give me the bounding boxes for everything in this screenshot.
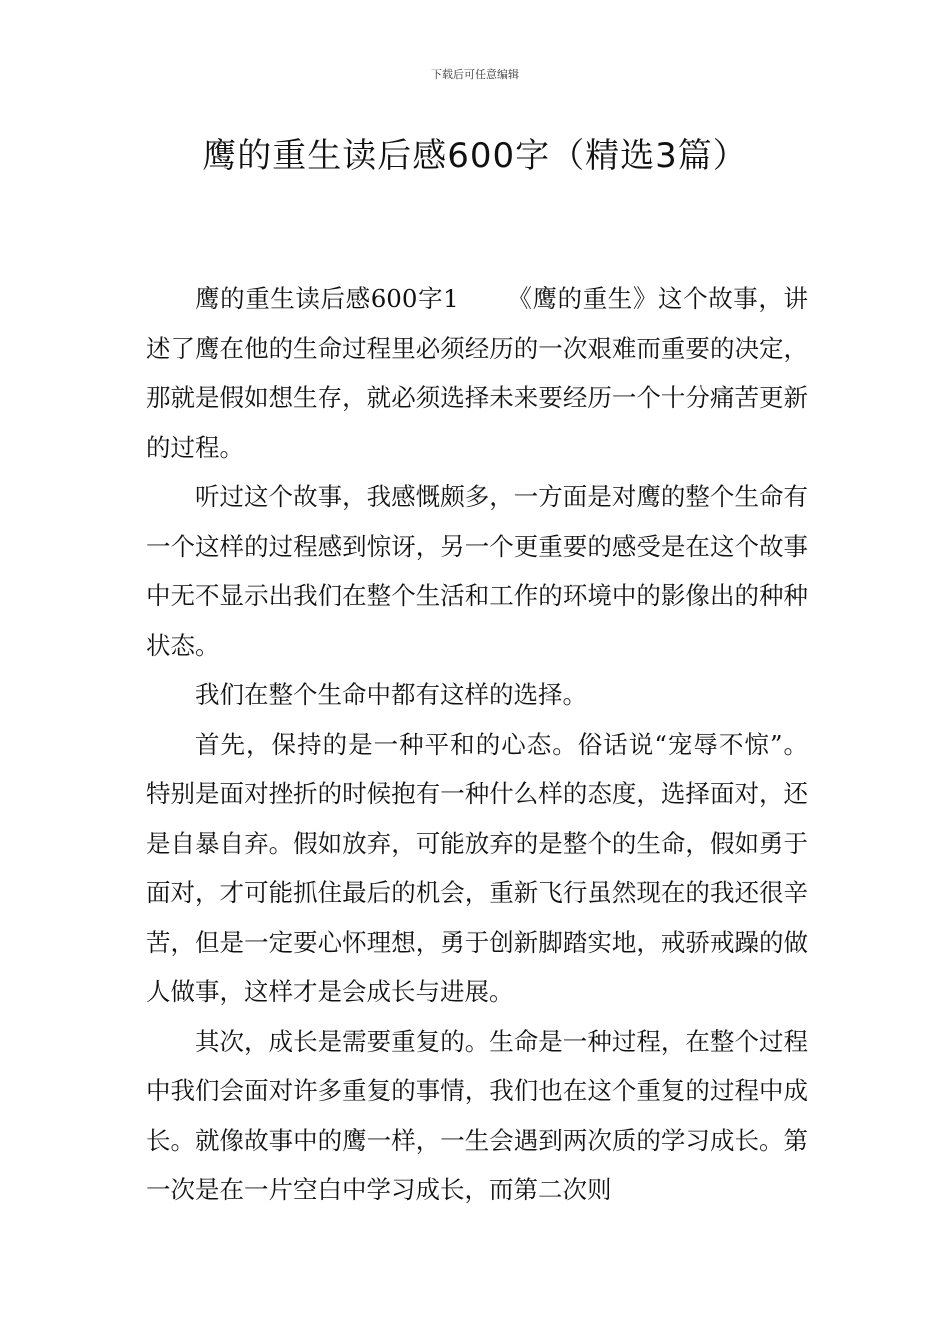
- paragraph-5: 其次，成长是需要重复的。生命是一种过程，在整个过程中我们会面对许多重复的事情，我们也在这个重复的过程中成长。就像故事中的鹰一样，一生会遇到两次质的学习成长。第一次是在一片空白中学习成长，而第二次则: [146, 1026, 808, 1204]
- paragraph-2: 听过这个故事，我感慨颇多，一方面是对鹰的整个生命有一个这样的过程感到惊讶，另一个更重要的感受是在这个故事中无不显示出我们在整个生活和工作的环境中的影像出的种种状态。: [146, 482, 808, 660]
- paragraph-1-text: 《鹰的重生》这个故事，讲述了鹰在他的生命过程里必须经历的一次艰难而重要的决定，那就是假如想生存，就必须选择未来要经历一个十分痛苦更新的过程。: [146, 284, 809, 462]
- document-body: [146, 274, 808, 1215]
- document-title: 鹰的重生读后感600字（精选3篇）: [202, 136, 748, 176]
- section-heading: 鹰的重生读后感600字1: [195, 284, 459, 313]
- paragraph-3: 我们在整个生命中都有这样的选择。: [195, 680, 587, 709]
- paragraph-4: 首先，保持的是一种平和的心态。俗话说“宠辱不惊”。特别是面对挫折的时候抱有一种什么样的态度，选择面对，还是自暴自弃。假如放弃，可能放弃的是整个的生命，假如勇于面对，才可能抓住最后的机会，重新飞行虽然现在的我还很辛苦，但是一定要心怀理想，勇于创新脚踏实地，戒骄戒躁的做人做事，这样才是会成长与进展。: [146, 729, 808, 1006]
- paragraph-1: [146, 274, 808, 472]
- header-note: 下载后可任意编辑: [431, 68, 519, 81]
